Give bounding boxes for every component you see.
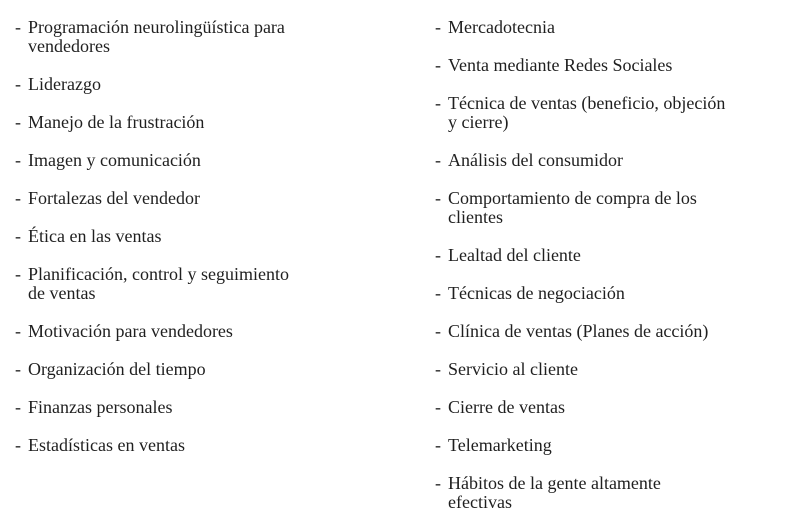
list-item: [435, 322, 780, 341]
list-item: [15, 151, 355, 170]
list-item-text: Imagen y comunicación: [28, 150, 201, 170]
list-item: [15, 265, 355, 303]
list-item: [435, 94, 780, 132]
bullet-dash: -: [15, 150, 21, 170]
list-item: [15, 189, 355, 208]
list-item-text: Fortalezas del vendedor: [28, 188, 200, 208]
list-item: [15, 398, 355, 417]
bullet-dash: -: [15, 435, 21, 455]
list-item-text: Técnica de ventas (beneficio, objeción y cierre): [448, 93, 726, 132]
list-item: [435, 436, 780, 455]
list-item: [15, 227, 355, 246]
bullet-dash: -: [435, 188, 441, 208]
bullet-dash: -: [15, 321, 21, 341]
list-item-text: Cierre de ventas: [448, 397, 565, 417]
bullet-dash: -: [435, 473, 441, 493]
list-item: [15, 113, 355, 132]
bullet-dash: -: [435, 245, 441, 265]
bullet-dash: -: [435, 93, 441, 113]
list-item-text: Clínica de ventas (Planes de acción): [448, 321, 709, 341]
bullet-dash: -: [435, 397, 441, 417]
list-item: [435, 398, 780, 417]
list-item: [15, 322, 355, 341]
bullet-dash: -: [15, 359, 21, 379]
bullet-dash: -: [435, 283, 441, 303]
bullet-dash: -: [435, 55, 441, 75]
list-item-text: Motivación para vendedores: [28, 321, 233, 341]
bullet-dash: -: [435, 359, 441, 379]
list-item-text: Ética en las ventas: [28, 226, 162, 246]
list-item: [15, 75, 355, 94]
topics-list-left-column: [15, 18, 355, 474]
list-item-text: Comportamiento de compra de los clientes: [448, 188, 697, 227]
bullet-dash: -: [15, 188, 21, 208]
list-item-text: Venta mediante Redes Sociales: [448, 55, 673, 75]
list-item-text: Análisis del consumidor: [448, 150, 623, 170]
list-item: [435, 474, 780, 512]
list-item: [435, 284, 780, 303]
list-item: [435, 189, 780, 227]
bullet-dash: -: [15, 17, 21, 37]
list-item: [435, 360, 780, 379]
bullet-dash: -: [15, 397, 21, 417]
list-item-text: Organización del tiempo: [28, 359, 206, 379]
list-item-text: Planificación, control y seguimiento de ventas: [28, 264, 289, 303]
list-item-text: Manejo de la frustración: [28, 112, 205, 132]
bullet-dash: -: [435, 321, 441, 341]
list-item: [15, 436, 355, 455]
bullet-dash: -: [15, 112, 21, 132]
list-item-text: Liderazgo: [28, 74, 101, 94]
bullet-dash: -: [435, 435, 441, 455]
bullet-dash: -: [435, 17, 441, 37]
topics-list-right-column: [435, 18, 780, 524]
bullet-dash: -: [15, 74, 21, 94]
list-item: [435, 18, 780, 37]
list-item: [435, 151, 780, 170]
list-item-text: Finanzas personales: [28, 397, 173, 417]
list-item-text: Telemarketing: [448, 435, 552, 455]
list-item: [15, 18, 355, 56]
list-item-text: Hábitos de la gente altamente efectivas: [448, 473, 661, 512]
list-item: [15, 360, 355, 379]
list-item-text: Técnicas de negociación: [448, 283, 625, 303]
list-item-text: Servicio al cliente: [448, 359, 578, 379]
bullet-dash: -: [15, 226, 21, 246]
list-item-text: Lealtad del cliente: [448, 245, 581, 265]
list-item: [435, 246, 780, 265]
list-item-text: Programación neurolingüística para vendedores: [28, 17, 285, 56]
list-item-text: Estadísticas en ventas: [28, 435, 185, 455]
list-item-text: Mercadotecnia: [448, 17, 555, 37]
bullet-dash: -: [15, 264, 21, 284]
bullet-dash: -: [435, 150, 441, 170]
list-item: [435, 56, 780, 75]
